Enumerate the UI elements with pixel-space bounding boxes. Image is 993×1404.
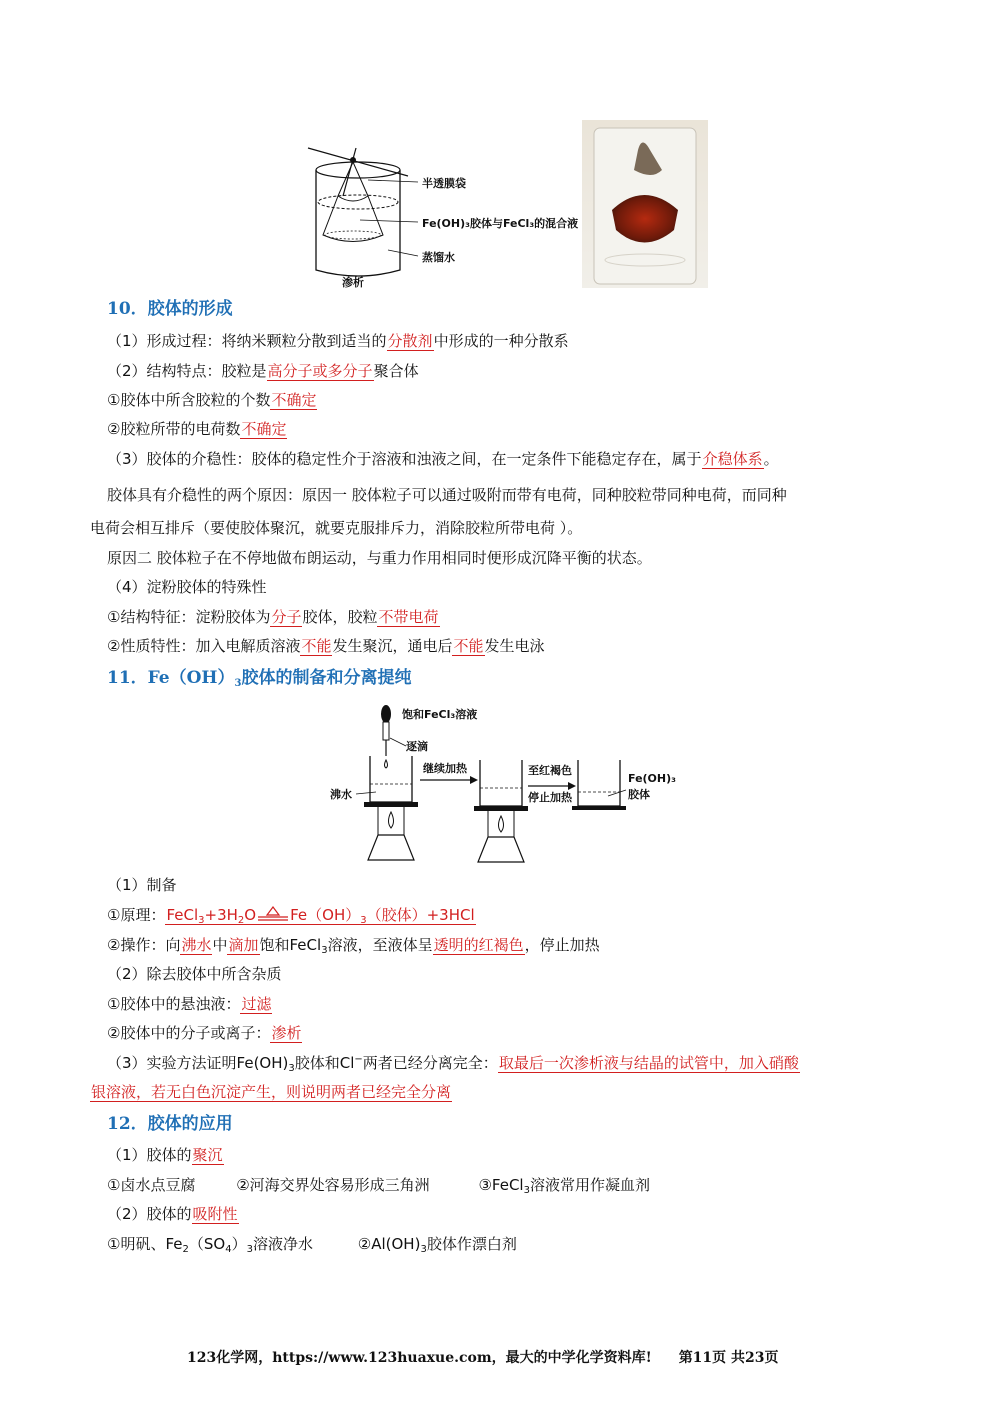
subscript: 3 — [523, 1185, 530, 1196]
text: ①卤水点豆腐 — [107, 1176, 196, 1194]
fecl3-item — [478, 1176, 650, 1194]
text: O — [244, 906, 257, 924]
answer-coagulation: 聚沉 — [192, 1146, 223, 1164]
preparation-apparatus — [328, 700, 688, 868]
text: （SO — [188, 1235, 226, 1253]
text: 两者已经分离完全： — [362, 1054, 498, 1072]
text: 溶液，至液体呈 — [327, 936, 433, 954]
subscript: 3 — [288, 1063, 295, 1074]
footer-site: 123化学网，https://www.123huaxue.com，最大的中学化学资料库! — [187, 1350, 652, 1366]
answer-dispersant: 分散剂 — [387, 332, 433, 350]
sec11-line4: （2）除去胶体中所含杂质 — [107, 965, 282, 983]
label-stop-heating: 停止加热 — [528, 791, 572, 804]
page-footer — [187, 1347, 779, 1369]
text: 发生聚沉，通电后 — [332, 637, 453, 655]
subscript: 4 — [225, 1244, 232, 1255]
text: 胶体作漂白剂 — [426, 1235, 517, 1253]
subscript: 2 — [182, 1244, 189, 1255]
sec12-line2 — [107, 1174, 650, 1196]
section-10-heading: 10．胶体的形成 — [107, 299, 233, 319]
answer-verify-1: 取最后一次渗析液与结晶的试管中，加入硝酸 — [498, 1054, 799, 1072]
text: （3）胶体的介稳性：胶体的稳定性介于溶液和浊液之间，在一定条件下能稳定存在，属于 — [107, 450, 702, 468]
text: 胶体，胶粒 — [302, 608, 378, 626]
sec10-line1 — [107, 330, 569, 352]
text: ） — [231, 1235, 247, 1253]
text: ②Al(OH) — [357, 1235, 421, 1253]
subscript: 3 — [420, 1244, 427, 1255]
sec11-line1: （1）制备 — [107, 876, 177, 894]
text: ①胶体中的悬浊液： — [107, 995, 241, 1013]
subscript: 3 — [198, 915, 205, 926]
text: 中形成的一种分散系 — [433, 332, 569, 350]
subscript: 2 — [237, 915, 245, 926]
text: （2）结构特点：胶粒是 — [107, 362, 267, 380]
sec10-line7 — [107, 606, 440, 628]
label-until-red-brown: 至红褐色 — [528, 764, 572, 777]
answer-add-dropwise: 滴加 — [228, 936, 259, 954]
sec10-line6: （4）淀粉胶体的特殊性 — [107, 578, 267, 596]
sec11-line2 — [107, 904, 476, 926]
sec10-line8 — [107, 635, 545, 657]
text: ，停止加热 — [524, 936, 600, 954]
sec12-line1 — [107, 1144, 224, 1166]
figure-caption: 渗析 — [342, 276, 364, 289]
answer-uncertain-2: 不确定 — [241, 420, 287, 438]
section-11-heading — [107, 667, 411, 689]
superscript: − — [354, 1054, 363, 1065]
text: （1）形成过程：将纳米颗粒分散到适当的 — [107, 332, 387, 350]
text: ②性质特性：加入电解质溶液 — [107, 637, 301, 655]
text: ①原理： — [107, 906, 166, 924]
answer-red-brown: 透明的红褐色 — [433, 936, 524, 954]
label-dropwise: 逐滴 — [406, 740, 428, 753]
answer-cannot-2: 不能 — [453, 637, 484, 655]
text: （3）实验方法证明Fe(OH) — [107, 1054, 289, 1072]
subscript: 3 — [246, 1244, 253, 1255]
aloh3-item — [358, 1235, 517, 1253]
text: 中 — [212, 936, 228, 954]
sec10-para1: 胶体具有介稳性的两个原因：原因一 胶体粒子可以通过吸附而带有电荷，同种胶粒带同种电荷，而同种 — [107, 486, 787, 504]
label-boiling-water: 沸水 — [330, 788, 352, 801]
sec11-line8 — [90, 1081, 452, 1103]
sec12-line3 — [107, 1203, 239, 1225]
answer-uncertain-1: 不确定 — [271, 391, 317, 409]
text: ③FeCl — [478, 1176, 524, 1194]
text: ②操作：向 — [107, 936, 181, 954]
sec11-line6 — [107, 1022, 302, 1044]
dialysis-diagram — [298, 140, 590, 292]
sec10-line3 — [107, 389, 317, 411]
answer-molecule: 分子 — [271, 608, 302, 626]
label-bag: 半透膜袋 — [422, 177, 466, 190]
reaction-equation — [165, 906, 475, 925]
sec12-line4 — [107, 1233, 517, 1255]
text: ①明矾、Fe — [107, 1235, 183, 1253]
answer-boiling-water: 沸水 — [181, 936, 212, 954]
text: 溶液净水 — [252, 1235, 313, 1253]
sec11-line5 — [107, 993, 272, 1015]
text: 胶体和Cl — [294, 1054, 355, 1072]
sec10-para3: 原因二 胶体粒子在不停地做布朗运动，与重力作用相同时便形成沉降平衡的状态。 — [107, 549, 652, 567]
answer-adsorption: 吸附性 — [192, 1205, 238, 1223]
answer-no-charge: 不带电荷 — [378, 608, 439, 626]
colloid-beaker-photo — [582, 120, 708, 288]
text: （1）胶体的 — [107, 1146, 192, 1164]
answer-cannot-1: 不能 — [301, 637, 332, 655]
answer-verify-2: 银溶液，若无白色沉淀产生，则说明两者已经完全分离 — [91, 1083, 452, 1101]
text: （2）胶体的 — [107, 1205, 192, 1223]
sec10-line4 — [107, 418, 287, 440]
text: 胶体的制备和分离提纯 — [241, 668, 412, 688]
text: 溶液常用作凝血剂 — [529, 1176, 650, 1194]
text: +3H — [204, 906, 238, 924]
heat-delta-icon — [256, 906, 290, 922]
text: （胶体）+3HCl — [366, 906, 475, 924]
text: ②胶粒所带的电荷数 — [107, 420, 241, 438]
text: Fe（OH） — [290, 906, 361, 924]
answer-filter: 过滤 — [241, 995, 272, 1013]
label-mix: Fe(OH)₃胶体与FeCl₃的混合液 — [422, 217, 579, 230]
text: 。 — [763, 450, 779, 468]
sec10-line2 — [107, 360, 419, 382]
subscript: 3 — [234, 678, 242, 689]
text: 饱和FeCl — [259, 936, 322, 954]
answer-metastable: 介稳体系 — [702, 450, 763, 468]
sec11-line7 — [107, 1052, 800, 1074]
sec10-line5 — [107, 448, 779, 470]
text: FeCl — [166, 906, 199, 924]
footer-page-number: 第11页 共23页 — [678, 1350, 779, 1366]
label-colloid: 胶体 — [628, 788, 650, 801]
section-12-heading: 12．胶体的应用 — [107, 1114, 233, 1134]
text: 11．Fe（OH） — [107, 668, 235, 688]
text: ②河海交界处容易形成三角洲 — [236, 1176, 430, 1194]
text: ②胶体中的分子或离子： — [107, 1024, 271, 1042]
label-water: 蒸馏水 — [422, 251, 455, 264]
text: 发生电泳 — [484, 637, 545, 655]
sec10-para2: 电荷会相互排斥（要使胶体聚沉，就要克服排斥力，消除胶粒所带电荷 ）。 — [90, 519, 583, 537]
text: ①胶体中所含胶粒的个数 — [107, 391, 271, 409]
subscript: 3 — [360, 915, 367, 926]
sec11-line3 — [107, 934, 600, 956]
text: ①结构特征：淀粉胶体为 — [107, 608, 271, 626]
subscript: 3 — [321, 945, 328, 956]
label-feoh3: Fe(OH)₃ — [628, 772, 676, 785]
text: 聚合体 — [373, 362, 419, 380]
answer-polymer: 高分子或多分子 — [267, 362, 373, 380]
label-saturated-fecl3: 饱和FeCl₃溶液 — [402, 708, 478, 721]
answer-dialysis: 渗析 — [271, 1024, 302, 1042]
label-continue-heating: 继续加热 — [423, 762, 467, 775]
